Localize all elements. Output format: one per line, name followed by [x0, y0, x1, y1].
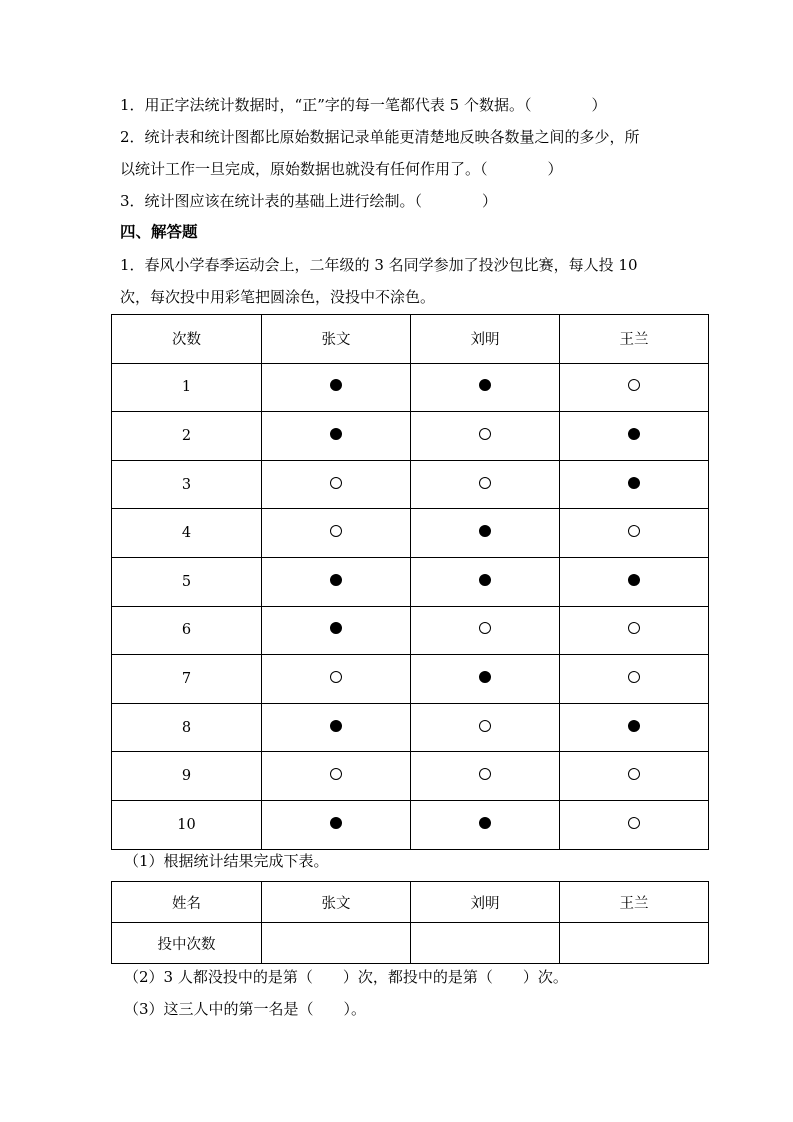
throw-number: 9 — [112, 752, 262, 801]
throw-number: 3 — [112, 460, 262, 509]
mark-cell — [560, 655, 709, 704]
throw-number: 5 — [112, 557, 262, 606]
throw-number: 4 — [112, 509, 262, 558]
filled-circle-icon — [330, 720, 342, 732]
filled-circle-icon — [479, 671, 491, 683]
tally-row — [112, 460, 709, 509]
mark-cell — [560, 412, 709, 461]
section-title: 四、解答题 — [120, 223, 198, 241]
summary-header-row — [112, 882, 709, 923]
judgment-2-cont: 以统计工作一旦完成，原始数据也就没有任何作用了。（ ） — [120, 160, 563, 178]
answer-cell-liuming[interactable] — [411, 923, 560, 964]
tally-row — [112, 557, 709, 606]
header-wanglan: 王兰 — [560, 315, 709, 364]
mark-cell — [262, 363, 411, 412]
question-2: （2）3 人都没投中的是第（ ）次，都投中的是第（ ）次。 — [124, 968, 568, 986]
tally-row — [112, 412, 709, 461]
summary-table — [111, 881, 709, 964]
judgment-2: 2．统计表和统计图都比原始数据记录单能更清楚地反映各数量之间的多少，所 — [120, 128, 640, 146]
throw-number: 6 — [112, 606, 262, 655]
tally-row — [112, 703, 709, 752]
filled-circle-icon — [479, 574, 491, 586]
empty-circle-icon — [479, 428, 491, 440]
throw-number: 10 — [112, 800, 262, 849]
empty-circle-icon — [628, 622, 640, 634]
filled-circle-icon — [330, 379, 342, 391]
empty-circle-icon — [628, 671, 640, 683]
filled-circle-icon — [330, 428, 342, 440]
empty-circle-icon — [628, 768, 640, 780]
throw-number: 8 — [112, 703, 262, 752]
filled-circle-icon — [628, 428, 640, 440]
problem-line-1: 1．春风小学春季运动会上，二年级的 3 名同学参加了投沙包比赛，每人投 10 — [120, 256, 638, 274]
empty-circle-icon — [628, 379, 640, 391]
mark-cell — [411, 800, 560, 849]
filled-circle-icon — [628, 574, 640, 586]
summary-value-row — [112, 923, 709, 964]
mark-cell — [262, 509, 411, 558]
throw-number: 1 — [112, 363, 262, 412]
empty-circle-icon — [628, 817, 640, 829]
tally-row — [112, 363, 709, 412]
mark-cell — [262, 752, 411, 801]
filled-circle-icon — [479, 379, 491, 391]
judgment-1: 1．用正字法统计数据时，“正”字的每一笔都代表 5 个数据。（ ） — [120, 96, 607, 114]
mark-cell — [560, 752, 709, 801]
header-count: 次数 — [112, 315, 262, 364]
mark-cell — [411, 363, 560, 412]
filled-circle-icon — [330, 574, 342, 586]
mark-cell — [411, 752, 560, 801]
header-liuming: 刘明 — [411, 315, 560, 364]
empty-circle-icon — [330, 768, 342, 780]
empty-circle-icon — [479, 622, 491, 634]
mark-cell — [262, 606, 411, 655]
mark-cell — [560, 557, 709, 606]
filled-circle-icon — [479, 525, 491, 537]
mark-cell — [411, 412, 560, 461]
mark-cell — [262, 703, 411, 752]
summary-header-name: 姓名 — [112, 882, 262, 923]
empty-circle-icon — [479, 720, 491, 732]
filled-circle-icon — [628, 720, 640, 732]
empty-circle-icon — [628, 525, 640, 537]
throw-number: 2 — [112, 412, 262, 461]
mark-cell — [411, 606, 560, 655]
tally-row — [112, 606, 709, 655]
filled-circle-icon — [479, 817, 491, 829]
mark-cell — [411, 509, 560, 558]
question-3: （3）这三人中的第一名是（ ）。 — [124, 1000, 367, 1018]
summary-row-label: 投中次数 — [112, 923, 262, 964]
mark-cell — [560, 509, 709, 558]
empty-circle-icon — [479, 477, 491, 489]
empty-circle-icon — [330, 671, 342, 683]
mark-cell — [560, 606, 709, 655]
empty-circle-icon — [330, 477, 342, 489]
problem-line-2: 次，每次投中用彩笔把圆涂色，没投中不涂色。 — [120, 288, 436, 306]
tally-table — [111, 314, 709, 850]
throw-number: 7 — [112, 655, 262, 704]
filled-circle-icon — [628, 477, 640, 489]
mark-cell — [411, 655, 560, 704]
mark-cell — [262, 412, 411, 461]
header-zhangwen: 张文 — [262, 315, 411, 364]
mark-cell — [560, 363, 709, 412]
mark-cell — [262, 557, 411, 606]
answer-cell-zhangwen[interactable] — [262, 923, 411, 964]
mark-cell — [560, 800, 709, 849]
mark-cell — [560, 460, 709, 509]
tally-row — [112, 509, 709, 558]
filled-circle-icon — [330, 622, 342, 634]
tally-row — [112, 752, 709, 801]
question-1: （1）根据统计结果完成下表。 — [124, 852, 329, 870]
mark-cell — [411, 460, 560, 509]
summary-header-liuming: 刘明 — [411, 882, 560, 923]
summary-header-wanglan: 王兰 — [560, 882, 709, 923]
judgment-3: 3．统计图应该在统计表的基础上进行绘制。（ ） — [120, 192, 498, 210]
mark-cell — [262, 800, 411, 849]
mark-cell — [262, 655, 411, 704]
mark-cell — [262, 460, 411, 509]
mark-cell — [560, 703, 709, 752]
mark-cell — [411, 557, 560, 606]
tally-row — [112, 655, 709, 704]
mark-cell — [411, 703, 560, 752]
empty-circle-icon — [479, 768, 491, 780]
empty-circle-icon — [330, 525, 342, 537]
summary-header-zhangwen: 张文 — [262, 882, 411, 923]
tally-header-row — [112, 315, 709, 364]
tally-row — [112, 800, 709, 849]
filled-circle-icon — [330, 817, 342, 829]
answer-cell-wanglan[interactable] — [560, 923, 709, 964]
